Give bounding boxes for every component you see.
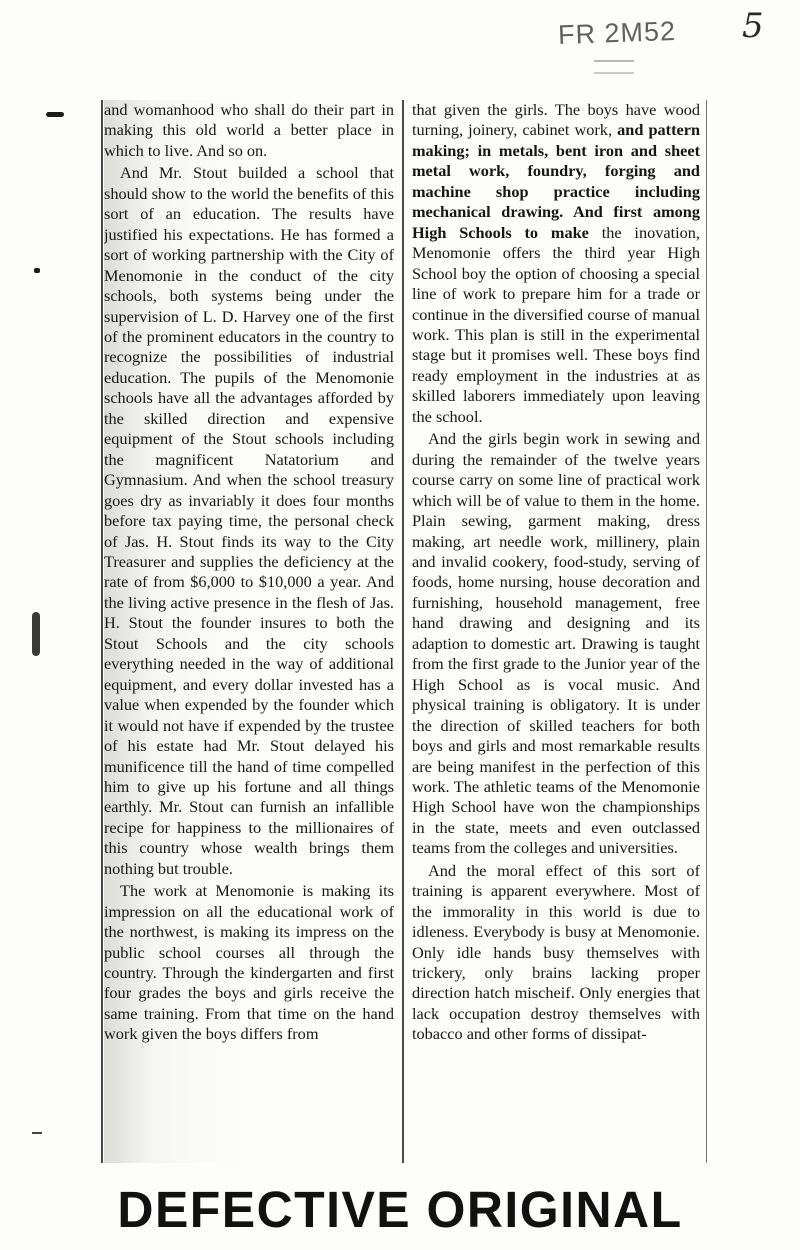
margin-ink-mark bbox=[32, 612, 40, 656]
archive-code-handwritten: FR 2M52 bbox=[557, 15, 677, 51]
paragraph: And Mr. Stout builded a school that should show to the world the benefits of this sort of an education. The results have justified his expectations. He has formed a sort of working partnership with the City of Menomonie in the conduct of the city schools, both systems being under the supervision of L. D. Harvey one of the first of the prominent educators in the country to recognize the possibilities of industrial education. The pupils of the Menomonie schools have all the advantages afforded by the skilled direction and expensive equipment of the Stout schools including the magnificent Natatorium and Gymnasium. And when the school treasury goes dry as invariably it does four months before tax paying time, the personal check of Jas. H. Stout finds its way to the City Treasurer and supplies the deficiency at the rate of from $6,000 to $10,000 a year. And the living active presence in the flesh of Jas. H. Stout the founder insures to both the Stout Schools and the city schools everything needed in the way of additional equipment, and every dollar invested has a value when expended by the founder which it would not have if expended by the trustee of his estate had Mr. Stout delayed his munificence till the hand of time compelled him to give up his fortune and all things earthly. Mr. Stout can furnish an infallible recipe for happiness to the millionaires of this country whose wealth brings them nothing but trouble. bbox=[104, 163, 394, 878]
right-text-column bbox=[412, 100, 700, 1163]
column-border-left bbox=[101, 100, 103, 1163]
page-number-handwritten: 5 bbox=[742, 6, 764, 46]
text-run: the inovation, Menomonie offers the third year High School boy the option of choosing a special line of work to prepare him for a trade or continue in the diversified course of manual work. This plan is still in the experimental stage but it promises well. These boys find ready employment in the industries at as skilled laborers immediately upon leaving the school. bbox=[412, 222, 700, 426]
paragraph: And the moral effect of this sort of training is apparent everywhere. Most of the immorality in this world is due to idleness. Everybody is busy at Menomonie. Only idle hands busy themselves with trickery, only brains lacking proper direction hatch mischeif. Only energies that lack occupation destroy themselves with tobacco and other forms of dissipat- bbox=[412, 860, 700, 1044]
paragraph: and womanhood who shall do their part in making this old world a better place in which to live. And so on. bbox=[104, 100, 394, 160]
paragraph-continued bbox=[412, 100, 700, 427]
column-divider bbox=[402, 100, 404, 1163]
paragraph: The work at Menomonie is making its impression on all the educational work of the northwest, is making its impress on the public school courses all through the country. Through the kindergarten and first four grades the boys and girls receive the same training. From that time on the hand work given the boys differs from bbox=[104, 881, 394, 1044]
bold-text-run: and pattern making; in metals, bent iron and sheet metal work, foundry, forging and machine shop practice including mechanical drawing. And first among High Schools to make bbox=[412, 120, 700, 242]
defective-original-stamp: DEFECTIVE ORIGINAL bbox=[117, 1181, 683, 1238]
margin-ink-mark bbox=[32, 1132, 42, 1134]
column-border-right bbox=[706, 100, 707, 1163]
text-run: that given the girls. The boys have wood turning, joinery, cabinet work, bbox=[412, 100, 700, 140]
paragraph: And the girls begin work in sewing and during the remainder of the twelve years course carry on some line of practical work which will be of value to them in the home. Plain sewing, garment making, dress making, art needle work, millinery, plain and invalid cookery, food-study, serving of foods, home nursing, house decoration and furnishing, household management, free hand drawing and designing and its adaption to domestic art. Drawing is taught from the first grade to the Junior year of the High School as is vocal music. And physical training is obligatory. It is under the direction of skilled teachers for both boys and girls and most remarkable results are being manifest in the perfection of this work. The athletic teams of the Menomonie High School have won the championships in the state, meets and even outclassed teams from the colleges and universities. bbox=[412, 429, 700, 858]
ink-smudge bbox=[594, 60, 634, 74]
left-text-column bbox=[104, 100, 394, 1163]
margin-ink-mark bbox=[46, 112, 64, 117]
margin-ink-mark bbox=[34, 268, 40, 273]
